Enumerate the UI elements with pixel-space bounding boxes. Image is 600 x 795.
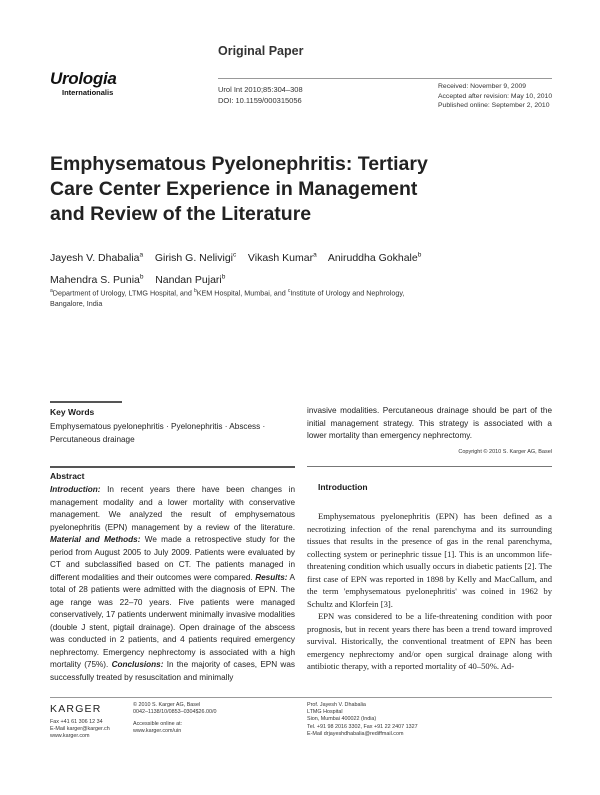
publisher-email[interactable]: E-Mail karger@karger.ch [50,726,110,733]
journal-logo [50,70,117,97]
journal-name: Urologia [50,69,117,88]
citation-volume: Urol Int 2010;85:304–308 [218,85,303,94]
online-access: Accessible online at: www.karger.com/uin [133,721,183,735]
author-list [50,245,570,290]
author: Mahendra S. Punia$^b$ [50,273,144,286]
abstract-copyright: Copyright © 2010 S. Karger AG, Basel [458,449,552,455]
footer-copyright: © 2010 S. Karger AG, Basel 0042–1138/10/0853–0304$26.00/0 [133,702,217,716]
introduction-body [307,510,552,673]
affiliations: $^a$Department of Urology, LTMG Hospital, and $^b$KEM Hospital, Mumbai, and $^c$Institute of Urology and Nephrology, Bangalore, India [50,288,405,309]
abstract-body: Introduction: In recent years there have been changes in management modality and a lower mortality with conservative management. We analyzed the result of emphysematous pyelonephritis (EPN) management by a review of the literature. Material and Methods: We made a retrospective study for the period from August 2005 to July 2009. Patients were evaluated by CT and subclassified based on CT. The patients managed in different modalities and their outcomes were compared. Results: A total of 28 patients were admitted with the diagnosis of EPN. The age range was 22–70 years. Five patients were managed conservatively, 17 patients underwent minimally invasive modalities (double J stent, pigtail drainage). Open drainage of the abscess was conducted in 2 patients, and 4 patients required emergency nephrectomy. Emergency nephrectomy is associated with a high mortality (75%). Conclusions: In the majority of cases, EPN was successfully treated by resuscitation and minimally [50,485,296,682]
abstract-heading: Abstract [50,471,85,481]
introduction-heading: Introduction [318,482,368,492]
author: Jayesh V. Dhabalia$^a$ [50,251,144,264]
journal-subname: Internationalis [62,88,114,97]
publication-dates [438,82,552,111]
abstract-continuation: invasive modalities. Percutaneous drainage should be part of the initial management strategy. This strategy is associated with a lower mortality than emergency nephrectomy. [307,406,552,440]
correspondence-email[interactable]: E-Mail drjayeshdhabalia@rediffmail.com [307,730,404,737]
publisher-logo: KARGER [50,703,102,715]
citation-doi[interactable]: DOI: 10.1159/000315056 [218,96,302,105]
accepted-date: Accepted after revision: May 10, 2010 [438,92,553,100]
publisher-contact: Fax +41 61 306 12 34 E-Mail karger@karger.ch www.karger.com [50,719,110,740]
author-line [50,245,570,268]
title-line: Emphysematous Pyelonephritis: Tertiary [50,153,428,175]
author: Girish G. Nelivigi$^c$ [154,251,237,264]
paragraph: EPN was considered to be a life-threatening condition with poor prognosis, but in recent years there has been a trend toward improved survival. Historically, the conventional treatment of EPN has been emergency nephrectomy and/or open surgical drainage along with antibiotic therapy, with a reported mortality of 40–50%. Ad- [307,611,552,671]
author: Aniruddha Gokhale$^b$ [327,251,422,264]
citation [218,84,303,106]
author: Nandan Pujari$^b$ [155,273,226,286]
title-line: and Review of the Literature [50,203,312,225]
introduction-rule [307,466,552,467]
document-type: Original Paper [218,44,304,58]
title-line: Care Center Experience in Management [50,178,418,200]
online-url[interactable]: www.karger.com/uin [133,728,182,735]
footer-divider [50,697,552,698]
abstract-rule [50,466,295,468]
received-date: Received: November 9, 2009 [438,83,527,90]
keywords-list: Emphysematous pyelonephritis · Pyelonephritis · Abscess · Percutaneous drainage [50,422,266,444]
author: Vikash Kumar$^a$ [247,251,317,264]
correspondence: Prof. Jayesh V. Dhabalia LTMG Hospital Sion, Mumbai 400022 (India) Tel. +91 98 2016 3302, Fax +91 22 2407 1327 E-Mail drjayeshdhabalia@rediffmail.com [307,702,418,737]
keywords-heading: Key Words [50,407,95,417]
header-divider [218,78,552,79]
article-title [50,152,530,227]
paragraph: Emphysematous pyelonephritis (EPN) has been defined as a necrotizing infection of the renal parenchyma and its surrounding tissues that results in the presence of gas in the renal parenchyma, collecting system or perinephric tissue [1]. This is an uncommon life-threatening condition which usually occurs in diabetic patients [2]. The first case of EPN was reported in 1898 by Kelly and MacCallum, and the term 'emphysematous pyelonephritis' was coined in 1962 by Schultz and Klorfein [3]. [307,511,552,609]
keywords-rule [50,401,122,403]
published-date: Published online: September 2, 2010 [438,102,550,109]
publisher-website[interactable]: www.karger.com [50,733,90,740]
